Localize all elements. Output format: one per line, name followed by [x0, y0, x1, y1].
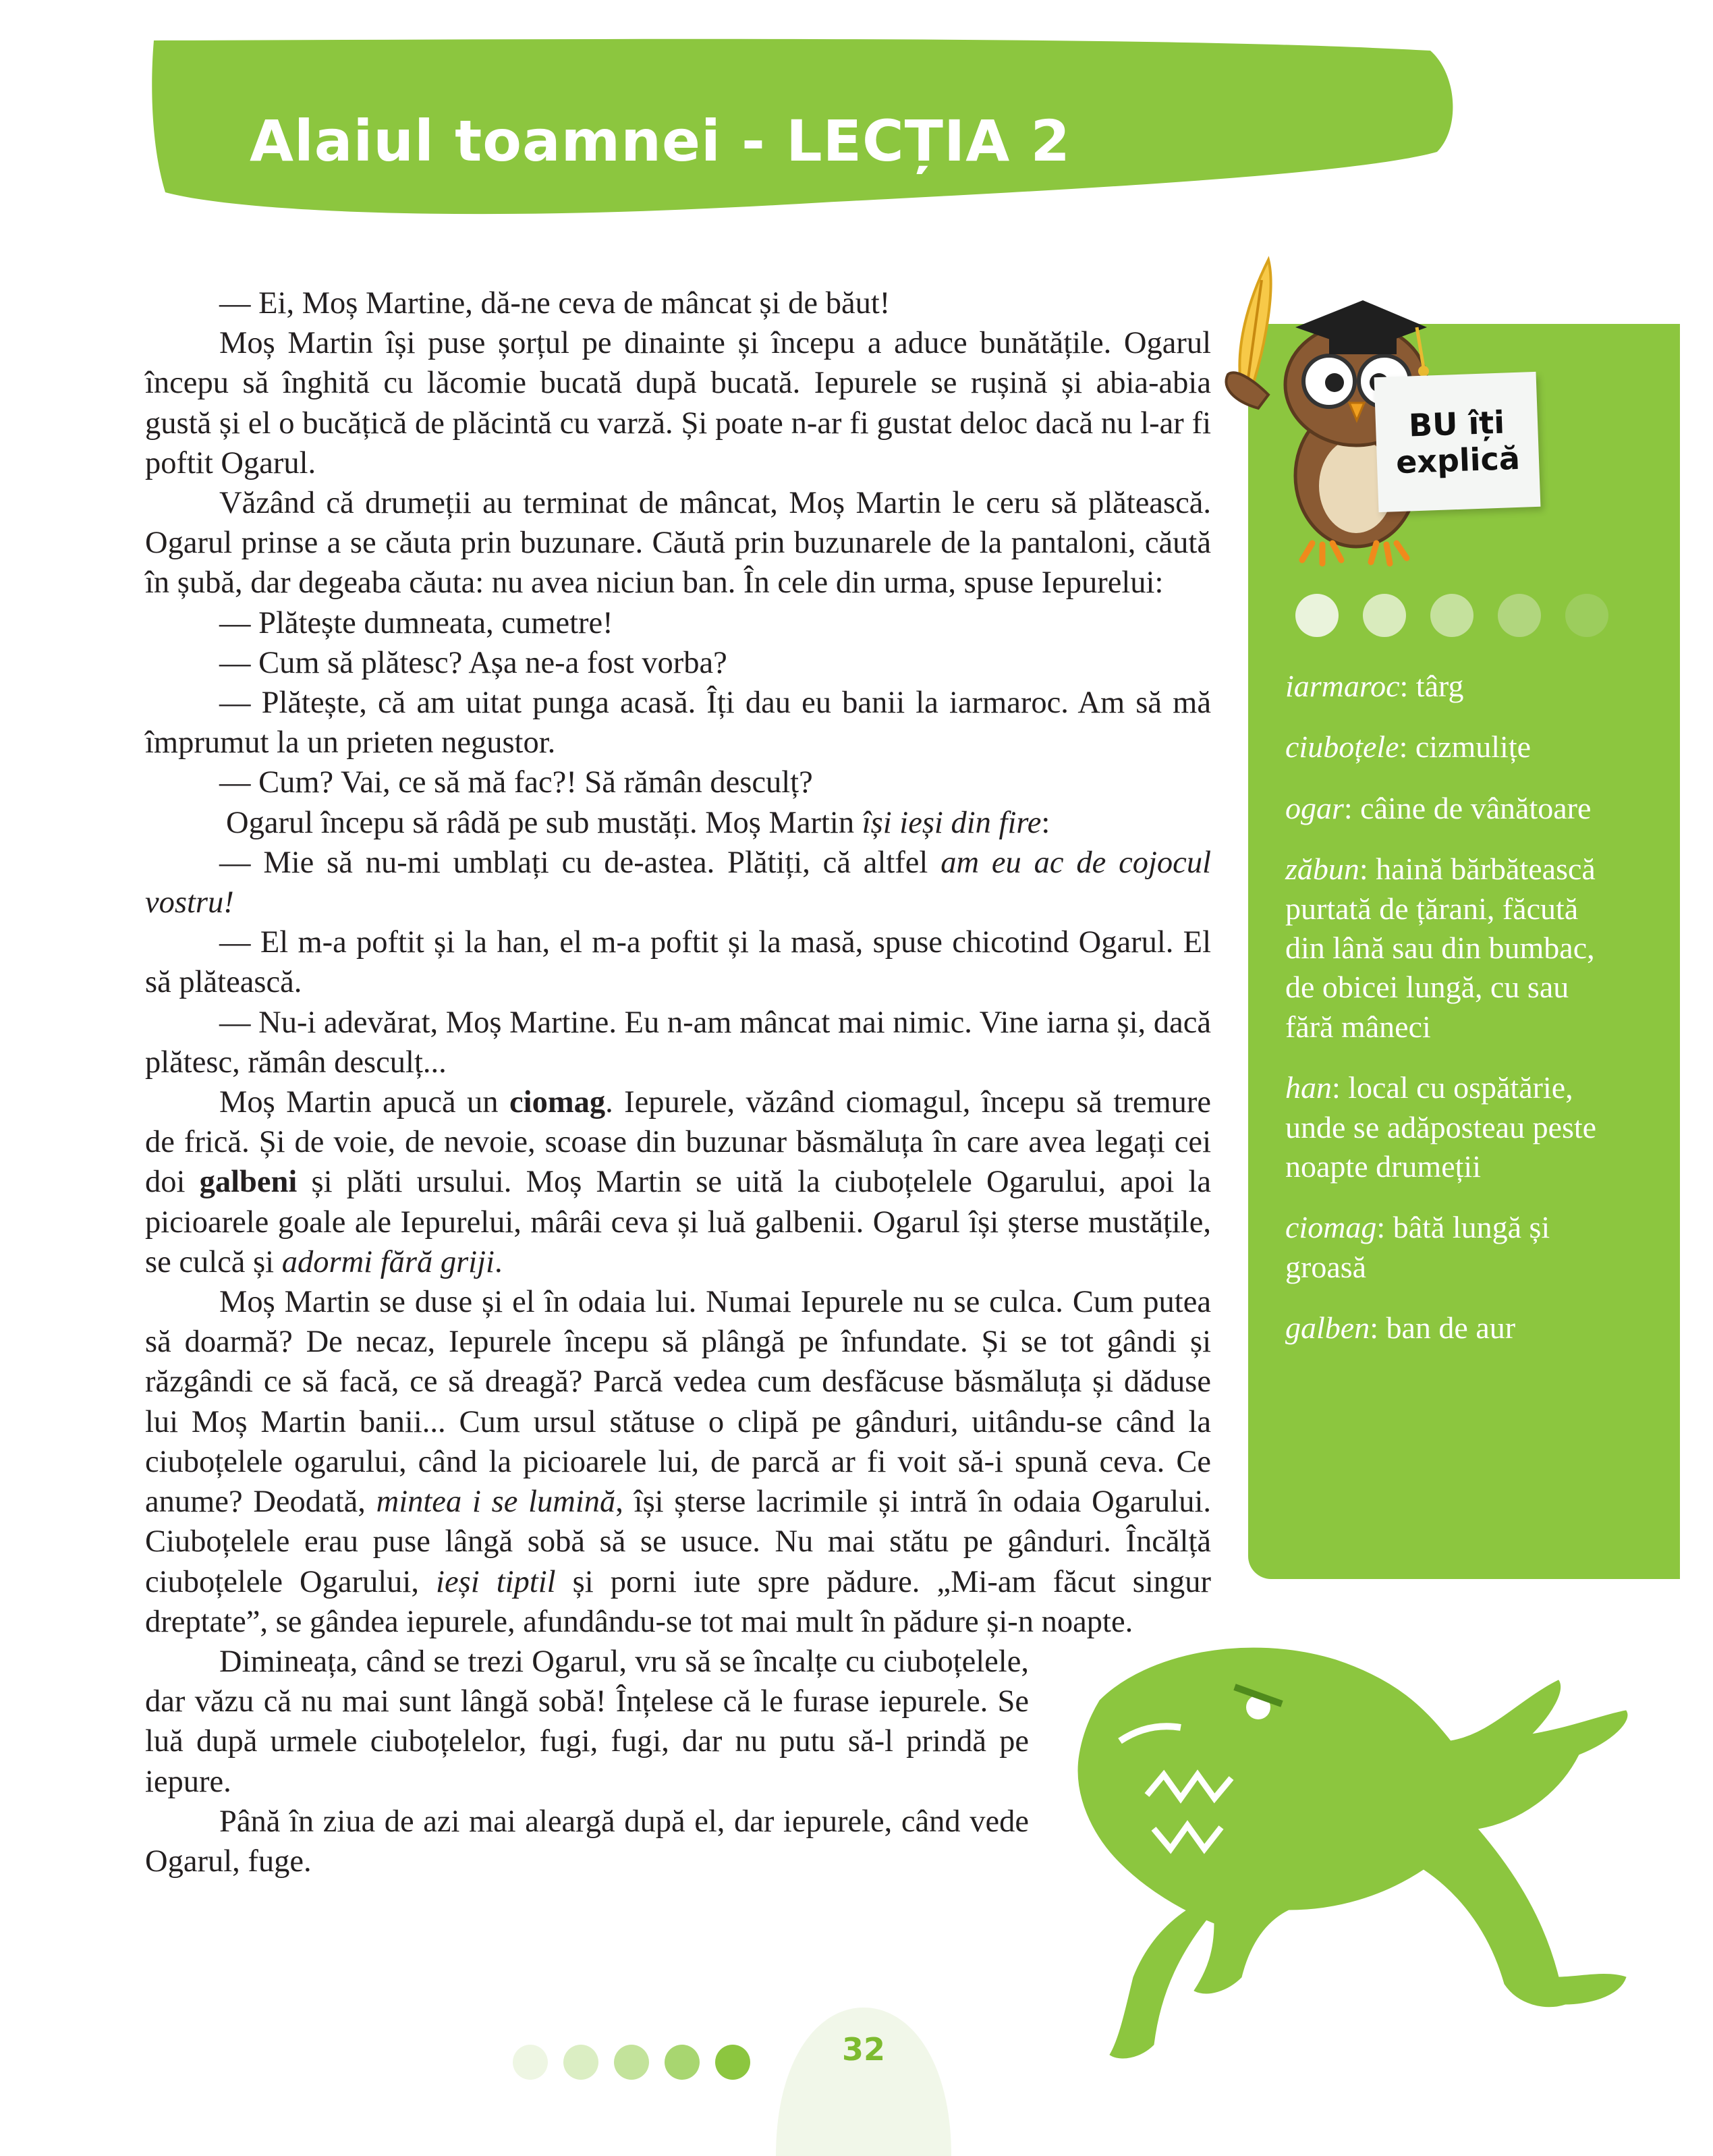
- glossary-list: [1285, 667, 1609, 1370]
- story-paragraph: [145, 1082, 1211, 1282]
- story-emphasis: adormi fără griji: [281, 1244, 495, 1279]
- glossary-term: zăbun: [1285, 852, 1359, 887]
- footer-dot: [715, 2045, 750, 2080]
- story-paragraph: Moș Martin își puse șorțul pe dinainte și începu a aduce bunătățile. Ogarul începu să înghită cu lăcomie bucată după bucată. Iepurele se rușină și abia-abia gustă și el o bucățică de plăcintă cu varză. Și poate n-ar fi gustat deloc dacă nu l-ar fi poftit Ogarul.: [145, 326, 1211, 480]
- story-paragraph: [145, 803, 1211, 843]
- panel-dot: [1430, 594, 1473, 637]
- glossary-entry: [1285, 727, 1609, 767]
- glossary-term: ciuboțele: [1285, 729, 1399, 765]
- story-text-run: — Mie să nu-mi umblați cu de-astea. Plătiți, că altfel: [219, 845, 941, 880]
- glossary-definition: : cizmulițe: [1399, 729, 1532, 765]
- story-text-run: , își șterse lacrimile și intră în odaia Ogarului. Ciuboțelele erau puse lângă sobă să se usuce. Nu mai stătu pe gânduri. Încălță ciuboțelele Ogarului,: [145, 1485, 1211, 1599]
- glossary-term: ciomag: [1285, 1210, 1377, 1245]
- glossary-entry: [1285, 850, 1609, 1047]
- lesson-title: Alaiul toamnei - LECȚIA 2: [250, 108, 1071, 174]
- footer-dot: [563, 2045, 598, 2080]
- glossary-entry: [1285, 789, 1609, 828]
- story-paragraph: Până în ziua de azi mai aleargă după el, dar iepurele, când vede Ogarul, fuge.: [145, 1804, 1029, 1879]
- footer-dot: [665, 2045, 700, 2080]
- glossary-term: ogar: [1285, 790, 1344, 825]
- crocodile-illustration-icon: [1046, 1572, 1680, 2085]
- panel-dot: [1363, 594, 1406, 637]
- story-text-run: Ogarul începu să râdă pe sub mustăți. Moș Martin: [226, 805, 862, 840]
- story-text-run: Moș Martin apucă un: [219, 1085, 510, 1120]
- glossary-definition: : haină bărbătească purtată de țărani, făcută din lână sau din bumbac, de obicei lungă, cu sau fără mâneci: [1285, 852, 1596, 1044]
- glossary-entry: [1285, 1208, 1609, 1287]
- bu-explains-badge: [1374, 372, 1541, 512]
- footer-dot: [614, 2045, 649, 2080]
- story-paragraph: — Nu-i adevărat, Moș Martine. Eu n-am mâncat mai nimic. Vine iarna și, dacă plătesc, rămân desculț...: [145, 1005, 1211, 1080]
- story-text-run: :: [1041, 805, 1050, 840]
- page-number: 32: [841, 2031, 885, 2068]
- story-text-run: .: [494, 1244, 503, 1279]
- glossary-definition: : bâtă lungă și groasă: [1285, 1210, 1550, 1284]
- badge-line-1: BU îți: [1408, 404, 1505, 444]
- story-paragraph: Văzând că drumeții au terminat de mâncat, Moș Martin le ceru să plătească. Ogarul prinse a se căuta prin buzunare. Căută prin buzunarele de la pantaloni, căută în șubă, dar degeaba căuta: nu avea niciun ban. În cele din urma, spuse Iepurelui:: [145, 486, 1211, 601]
- story-paragraph: [145, 843, 1211, 922]
- story-emphasis: mintea i se lumină: [376, 1485, 616, 1520]
- story-text-run: . Iepurele, văzând ciomagul, începu să tremure de frică. Și de voie, de nevoie, scoase din buzunar băsmăluța în care avea legați cei doi: [145, 1085, 1212, 1200]
- page-number-tab: [769, 2001, 958, 2156]
- footer-dot: [513, 2045, 548, 2080]
- glossary-entry: [1285, 1308, 1609, 1348]
- panel-dot: [1565, 594, 1608, 637]
- glossary-definition: : local cu ospătărie, unde se adăposteau peste noapte drumeții: [1285, 1070, 1597, 1184]
- glossary-definition: : ban de aur: [1370, 1310, 1516, 1346]
- story-paragraph: — Ei, Moș Martine, dă-ne ceva de mâncat și de băut!: [219, 286, 891, 321]
- panel-dot: [1498, 594, 1541, 637]
- story-emphasis: am eu ac de cojocul vostru!: [145, 845, 1211, 920]
- story-paragraph: — Plătește, că am uitat punga acasă. Îți dau eu banii la iarmaroc. Am să mă împrumut la un prieten negustor.: [145, 686, 1211, 761]
- story-paragraph: — Cum? Vai, ce să mă fac?! Să rămân desculț?: [219, 765, 813, 800]
- story-text-run: și plăti ursului. Moș Martin se uită la ciuboțelele Ogarului, apoi la picioarele goale ale Iepurelui, mârâi ceva și luă galbenii. Ogarul își șterse mustățile, se culcă și: [145, 1165, 1211, 1279]
- story-paragraph: — Plătește dumneata, cumetre!: [219, 605, 613, 640]
- badge-line-2: explică: [1395, 439, 1521, 481]
- story-emphasis: ieși tiptil: [436, 1564, 556, 1599]
- story-paragraph: — El m-a poftit și la han, el m-a poftit și la masă, spuse chicotind Ogarul. El să plătească.: [145, 925, 1211, 1000]
- story-bold-word: galbeni: [199, 1165, 298, 1200]
- glossary-definition: : câine de vânătoare: [1343, 790, 1592, 825]
- glossary-term: iarmaroc: [1285, 669, 1400, 703]
- story-bold-word: ciomag: [509, 1085, 606, 1120]
- glossary-term: han: [1285, 1070, 1332, 1105]
- glossary-entry: [1285, 667, 1609, 706]
- glossary-entry: [1285, 1068, 1609, 1186]
- story-paragraph: Dimineața, când se trezi Ogarul, vru să se încalțe cu ciuboțelele, dar văzu că nu mai sunt lângă sobă! Înțelese că le furase iepurele. Se luă după urmele ciuboțelelor, fugi, fugi, dar nu putu să-l prindă pe iepure.: [145, 1644, 1029, 1799]
- story-emphasis: își ieși din fire: [862, 805, 1042, 840]
- story-text-run: și porni iute spre pădure. „Mi-am făcut singur dreptate”, se gândea iepurele, afundându-se tot mai mult în pădure și-n noapte.: [145, 1564, 1211, 1639]
- story-paragraph: — Cum să plătesc? Așa ne-a fost vorba?: [219, 645, 727, 680]
- glossary-definition: : târg: [1399, 669, 1464, 703]
- panel-dot: [1295, 594, 1339, 637]
- glossary-term: galben: [1285, 1310, 1370, 1346]
- story-text-run: Moș Martin se duse și el în odaia lui. Numai Iepurele nu se culca. Cum putea să doarmă? De necaz, Iepurele începu să plângă pe înfundate. Și se tot gândi și răzgândi ce să facă, ce să dreagă? Parcă vedea cum desfăcuse băsmăluța și dăduse lui Moș Martin banii... Cum ursul stătuse o clipă pe gânduri, uitându-se când la ciuboțelele ogarului, când la picioarele lui, de parcă ar fi voit să-i spună ceva. Ce anume? Deodată,: [145, 1285, 1211, 1520]
